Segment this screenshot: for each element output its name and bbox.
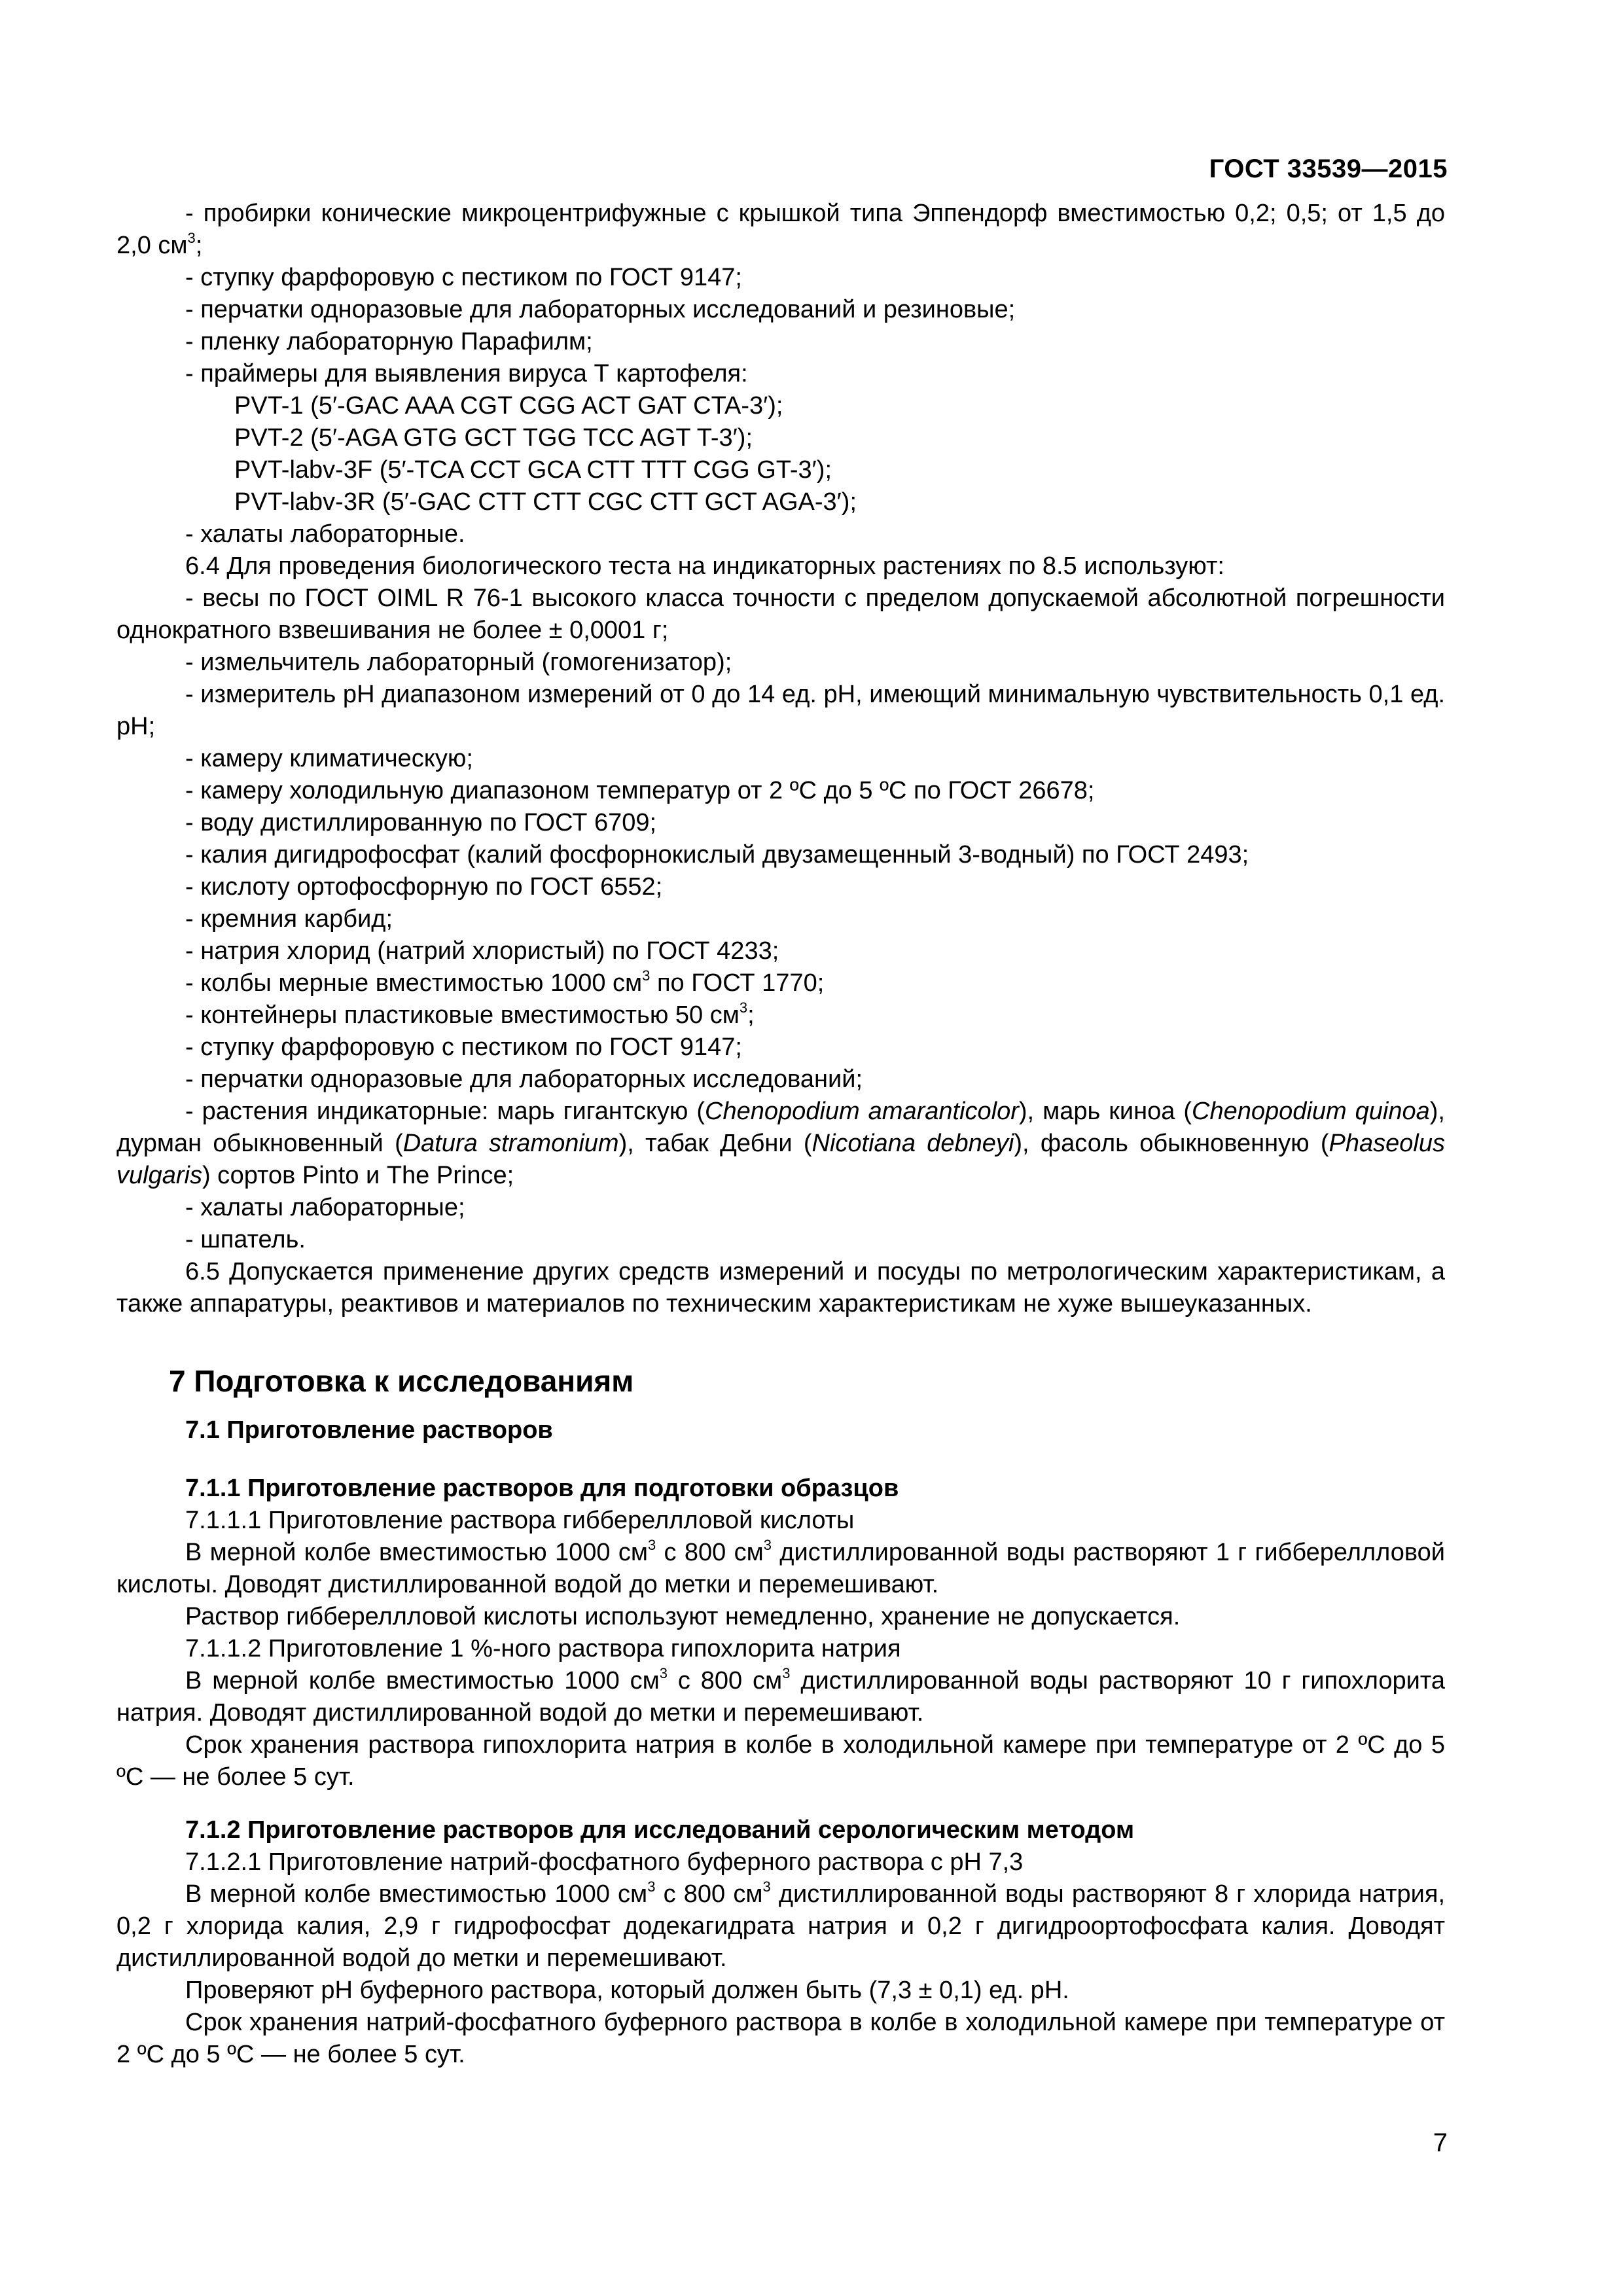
clause-title: 7.1.1.2 Приготовление 1 %-ного раствора гипохлорита натрия bbox=[185, 1635, 901, 1662]
list-item: - перчатки одноразовые для лабораторных исследований и резиновые; bbox=[185, 296, 1016, 323]
list-item-plants bbox=[116, 1096, 1445, 1192]
superscript: 3 bbox=[659, 1665, 668, 1681]
list-item bbox=[116, 967, 1445, 999]
text: ) сортов Pinto и The Prince; bbox=[202, 1162, 514, 1189]
text: с 800 см bbox=[656, 1539, 764, 1566]
primer-line: PVT-labv-3R (5′-GAC CTT CTT CGC CTT GCT AGA-3′); bbox=[234, 488, 857, 516]
list-item: - ступку фарфоровую с пестиком по ГОСТ 9147; bbox=[185, 1033, 742, 1061]
clause-6-5: 6.5 Допускается применение других средств измерений и посуды по метрологическим характеристикам, а также аппаратуры, реактивов и материалов по техническим характеристикам не хуже вышеуказанных. bbox=[116, 1258, 1445, 1318]
document-header: ГОСТ 33539—2015 bbox=[1209, 154, 1448, 183]
paragraph bbox=[116, 1537, 1445, 1601]
species-name: Chenopodium amaranticolor bbox=[705, 1098, 1019, 1125]
list-item: - кремния карбид; bbox=[185, 905, 393, 933]
list-item: - ступку фарфоровую с пестиком по ГОСТ 9147; bbox=[185, 264, 742, 291]
list-item: - перчатки одноразовые для лабораторных исследований; bbox=[185, 1066, 863, 1093]
list-item: - халаты лабораторные. bbox=[185, 520, 465, 548]
paragraph: Срок хранения натрий-фосфатного буферного раствора в колбе в холодильной камере при температуре от 2 ºС до 5 ºС — не более 5 сут. bbox=[116, 2009, 1445, 2068]
text: ), фасоль обыкновенную ( bbox=[1014, 1130, 1329, 1157]
list-item: - воду дистиллированную по ГОСТ 6709; bbox=[185, 809, 657, 836]
species-name: Nicotiana debneyi bbox=[812, 1130, 1014, 1157]
text: дистиллированной воды растворяют 10 г гипохлорита натрия. Доводят дистиллированной водой до метки и перемешивают. bbox=[116, 1667, 1445, 1727]
text: - контейнеры пластиковые вместимостью 50 см bbox=[185, 1001, 740, 1029]
list-item: - весы по ГОСТ OIML R 76-1 высокого класса точности с пределом допускаемой абсолютной погрешности однократного взвешивания не более ± 0,0001 г; bbox=[116, 584, 1445, 644]
text: по ГОСТ 1770; bbox=[650, 969, 825, 997]
text: В мерной колбе вместимостью 1000 см bbox=[185, 1667, 660, 1695]
paragraph bbox=[116, 1878, 1445, 1975]
paragraph: Срок хранения раствора гипохлорита натрия в колбе в холодильной камере при температуре от 2 ºС до 5 ºС — не более 5 сут. bbox=[116, 1731, 1445, 1791]
text: В мерной колбе вместимостью 1000 см bbox=[185, 1880, 648, 1908]
text: ), табак Дебни ( bbox=[618, 1130, 812, 1157]
primer-line: PVT-labv-3F (5′-TCA CCT GCA CTT TTT CGG GT-3′); bbox=[234, 456, 832, 484]
species-name: Phaseolus vulgaris bbox=[116, 1130, 1445, 1189]
superscript: 3 bbox=[739, 999, 748, 1016]
list-item: - шпатель. bbox=[185, 1226, 306, 1253]
superscript: 3 bbox=[762, 1878, 771, 1895]
list-item: - измеритель pH диапазоном измерений от 0 до 14 ед. pH, имеющий минимальную чувствительность 0,1 ед. pH; bbox=[116, 681, 1445, 740]
list-item: - измельчитель лабораторный (гомогенизатор); bbox=[185, 649, 732, 676]
list-item: - камеру климатическую; bbox=[185, 745, 473, 772]
clause-6-4: 6.4 Для проведения биологического теста на индикаторных растениях по 8.5 используют: bbox=[185, 552, 1224, 580]
list-item: - натрия хлорид (натрий хлористый) по ГОСТ 4233; bbox=[185, 937, 779, 965]
clause-title: 7.1.2.1 Приготовление натрий-фосфатного буферного раствора с pH 7,3 bbox=[185, 1848, 1024, 1876]
text: - растения индикаторные: марь гигантскую ( bbox=[185, 1098, 705, 1125]
species-name: Datura stramonium bbox=[402, 1130, 619, 1157]
text: дистиллированной воды растворяют 8 г хлорида натрия, 0,2 г хлорида калия, 2,9 г гидрофосфат додекагидрата натрия и 0,2 г дигидроортофосфата калия. Доводят дистиллированной водой до метки и перемешивают. bbox=[116, 1880, 1446, 1972]
text: В мерной колбе вместимостью 1000 см bbox=[185, 1539, 648, 1566]
primer-line: PVT-1 (5′-GAC AAA CGT CGG ACT GAT CTA-3′); bbox=[234, 392, 783, 420]
subsection-title: 7.1.1 Приготовление растворов для подготовки образцов bbox=[185, 1475, 899, 1502]
list-item: - калия дигидрофосфат (калий фосфорнокислый двузамещенный 3-водный) по ГОСТ 2493; bbox=[185, 841, 1249, 869]
superscript: 3 bbox=[642, 967, 651, 984]
list-item: - пленку лабораторную Парафилм; bbox=[185, 328, 593, 355]
list-item: - халаты лабораторные; bbox=[185, 1194, 465, 1221]
list-item: - кислоту ортофосфорную по ГОСТ 6552; bbox=[185, 873, 663, 901]
clause-title: 7.1.1.1 Приготовление раствора гиббереллловой кислоты bbox=[185, 1507, 855, 1534]
text: ; bbox=[747, 1001, 755, 1029]
section-title: 7 Подготовка к исследованиям bbox=[169, 1364, 634, 1398]
list-item: - праймеры для выявления вируса Т картофеля: bbox=[185, 360, 748, 387]
superscript: 3 bbox=[647, 1537, 656, 1553]
superscript: 3 bbox=[647, 1878, 656, 1895]
text: - колбы мерные вместимостью 1000 см bbox=[185, 969, 643, 997]
text: с 800 см bbox=[668, 1667, 783, 1695]
paragraph bbox=[116, 1665, 1445, 1729]
list-item: - камеру холодильную диапазоном температур от 2 ºС до 5 ºС по ГОСТ 26678; bbox=[185, 777, 1095, 804]
text: дистиллированной воды растворяют 1 г гиббереллловой кислоты. Доводят дистиллированной водой до метки и перемешивают. bbox=[116, 1539, 1445, 1598]
list-item bbox=[116, 198, 1445, 262]
superscript: 3 bbox=[187, 230, 196, 246]
text: ), дурман обыкновенный ( bbox=[116, 1098, 1445, 1157]
text: - пробирки конические микроцентрифужные с крышкой типа Эппендорф вместимостью 0,2; 0,5; от 1,5 до 2,0 см bbox=[116, 200, 1445, 259]
subsection-title: 7.1 Приготовление растворов bbox=[185, 1416, 553, 1444]
text: ), марь киноа ( bbox=[1018, 1098, 1192, 1125]
paragraph: Проверяют pH буферного раствора, который должен быть (7,3 ± 0,1) ед. pH. bbox=[185, 1977, 1069, 2004]
paragraph: Раствор гиббереллловой кислоты используют немедленно, хранение не допускается. bbox=[185, 1603, 1181, 1630]
text: с 800 см bbox=[655, 1880, 763, 1908]
superscript: 3 bbox=[763, 1537, 772, 1553]
species-name: Chenopodium quinoa bbox=[1192, 1098, 1430, 1125]
text: ; bbox=[195, 232, 203, 259]
superscript: 3 bbox=[782, 1665, 791, 1681]
subsection-title: 7.1.2 Приготовление растворов для исследований серологическим методом bbox=[185, 1816, 1135, 1844]
primer-line: PVT-2 (5′-AGA GTG GCT TGG TCC AGT T-3′); bbox=[234, 424, 753, 452]
page-number: 7 bbox=[1433, 2128, 1448, 2157]
document-body bbox=[116, 198, 1445, 2071]
list-item bbox=[116, 999, 1445, 1031]
